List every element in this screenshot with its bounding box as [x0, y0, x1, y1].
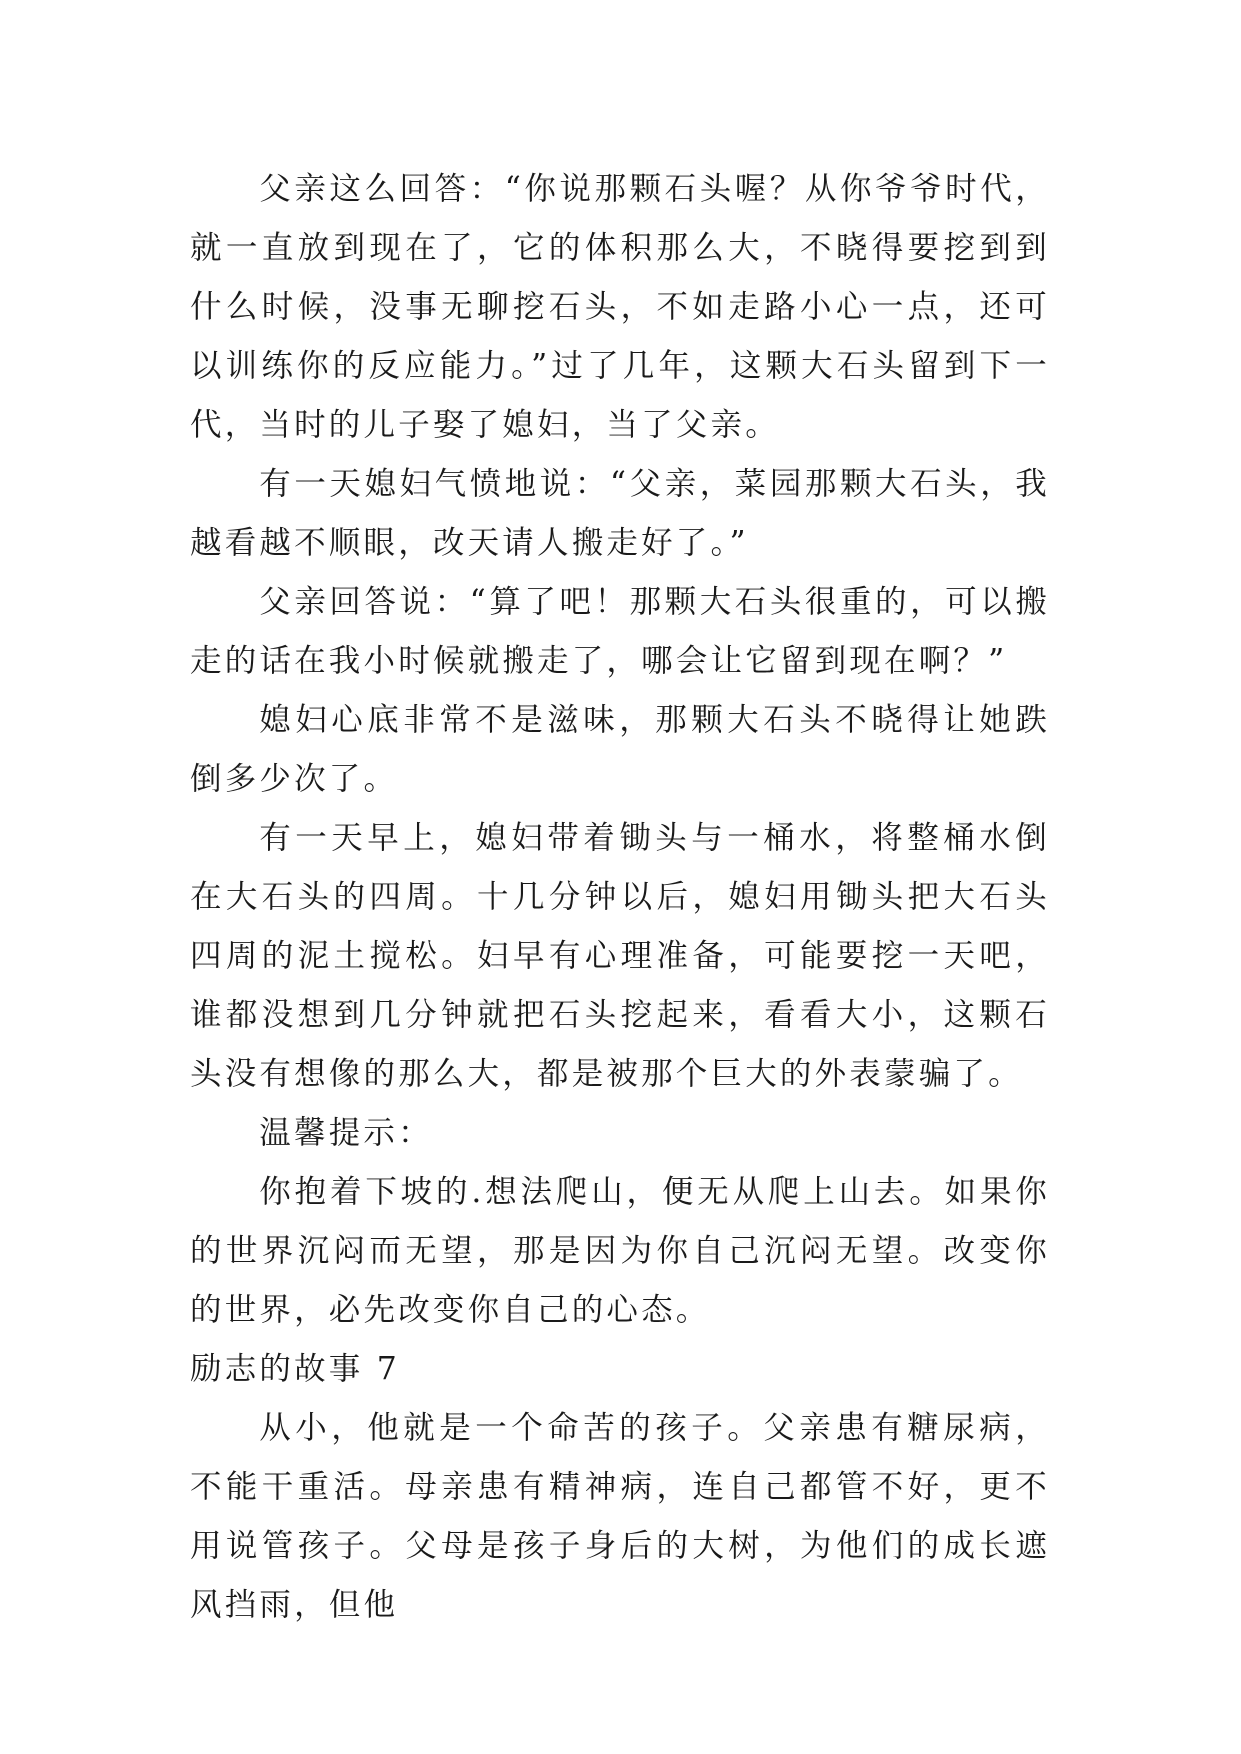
paragraph-father-reply: 父亲回答说：“算了吧！那颗大石头很重的，可以搬走的话在我小时候就搬走了，哪会让它留到现在啊？”	[190, 584, 1050, 679]
section-heading: 励志的故事 7	[190, 1351, 400, 1387]
paragraph-tip-label: 温馨提示：	[259, 1115, 433, 1151]
paragraph-daughter-in-law-feeling: 媳妇心底非常不是滋味，那颗大石头不晓得让她跌倒多少次了。	[190, 702, 1050, 797]
paragraph-story-7-start: 从小，他就是一个命苦的孩子。父亲患有糖尿病，不能干重活。母亲患有精神病，连自己都管不好，更不用说管孩子。父母是孩子身后的大树，为他们的成长遮风挡雨，但他	[190, 1410, 1050, 1623]
paragraph-tip-content: 你抱着下坡的.想法爬山，便无从爬上山去。如果你的世界沉闷而无望，那是因为你自己沉闷无望。改变你的世界，必先改变你自己的心态。	[190, 1174, 1050, 1328]
paragraph-daughter-in-law-complaint: 有一天媳妇气愤地说：“父亲，菜园那颗大石头，我越看越不顺眼，改天请人搬走好了。”	[190, 466, 1050, 561]
paragraph-father-answer: 父亲这么回答：“你说那颗石头喔？从你爷爷时代，就一直放到现在了，它的体积那么大，不晓得要挖到到什么时候，没事无聊挖石头，不如走路小心一点，还可以训练你的反应能力。”过了几年，这颗大石头留到下一代，当时的儿子娶了媳妇，当了父亲。	[190, 171, 1050, 443]
document-body	[190, 160, 1050, 1635]
paragraph-digging-stone: 有一天早上，媳妇带着锄头与一桶水，将整桶水倒在大石头的四周。十几分钟以后，媳妇用锄头把大石头四周的泥土搅松。妇早有心理准备，可能要挖一天吧，谁都没想到几分钟就把石头挖起来，看看大小，这颗石头没有想像的那么大，都是被那个巨大的外表蒙骗了。	[190, 820, 1050, 1092]
